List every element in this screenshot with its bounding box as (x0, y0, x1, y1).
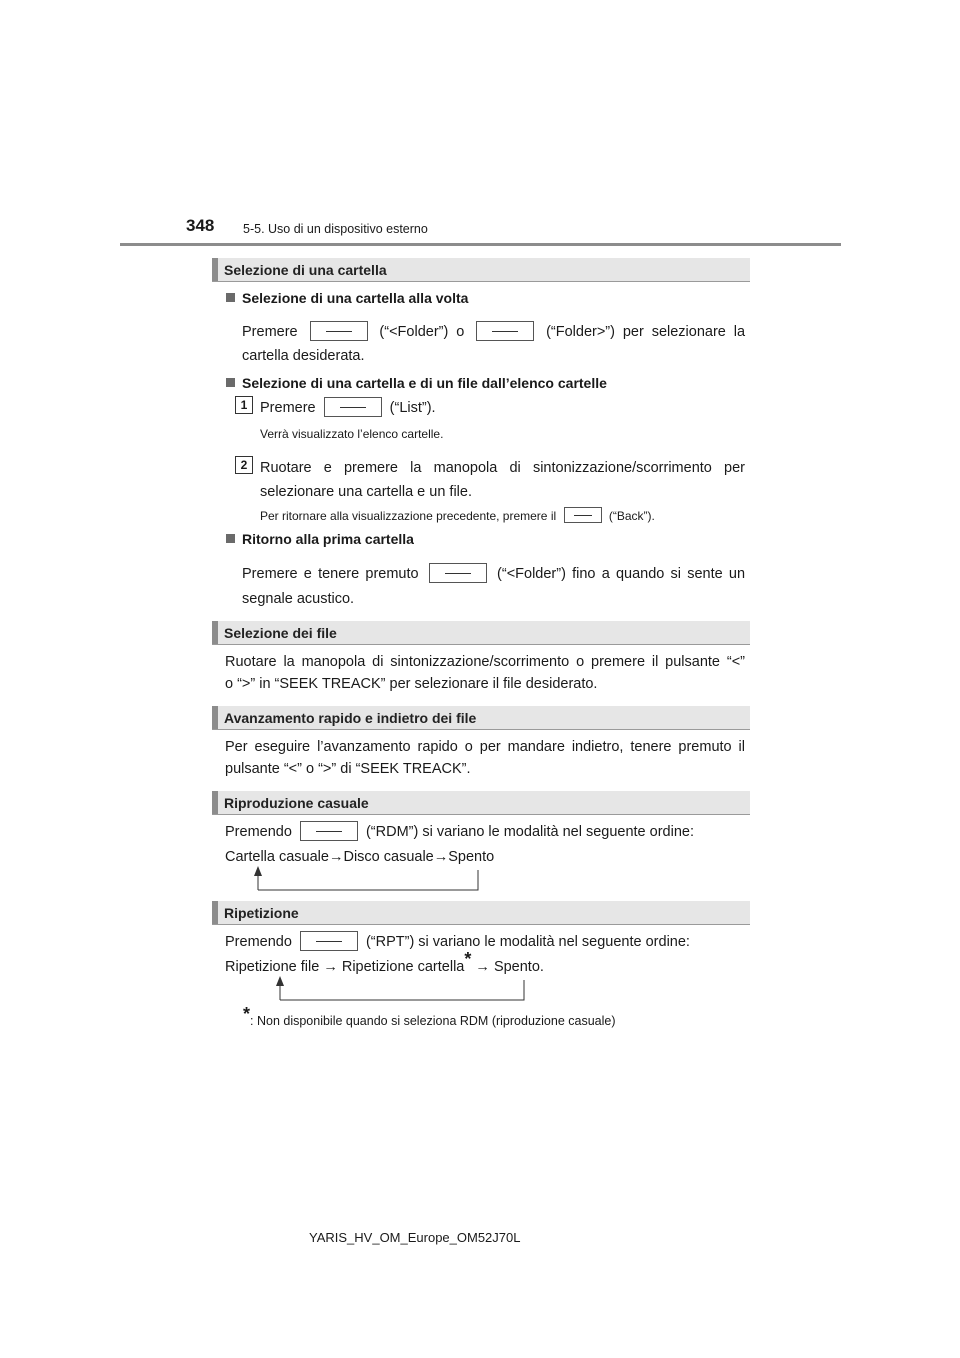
footnote-asterisk: * (243, 1004, 251, 1024)
heading-bar (212, 791, 218, 814)
footnote (243, 1004, 616, 1029)
document-code: YARIS_HV_OM_Europe_OM52J70L (309, 1230, 521, 1245)
heading-text: Ripetizione (224, 905, 299, 921)
text: Premere (242, 324, 298, 340)
step1-text (260, 396, 436, 420)
folder-instruction-line2: cartella desiderata. (242, 348, 365, 364)
fast-line2: pulsante “<” o “>” di “SEEK TREACK”. (225, 761, 471, 777)
text: Premendo (225, 934, 292, 950)
step1-note: Verrà visualizzato l’elenco cartelle. (260, 427, 444, 441)
text: (“List”). (389, 400, 436, 416)
back-key-icon (564, 507, 602, 523)
step-number-1: 1 (235, 396, 253, 414)
heading-text: Riproduzione casuale (224, 795, 369, 811)
square-bullet-icon (226, 534, 235, 543)
cycle-return-arrow-icon (272, 974, 532, 1004)
heading-text: Selezione dei file (224, 625, 337, 641)
subheading-text: Selezione di una cartella e di un file dall’elenco cartelle (242, 375, 607, 391)
section-heading-folder (212, 258, 750, 282)
first-folder-line1 (242, 562, 745, 586)
rdm-key-icon (300, 821, 358, 841)
folder-next-key-icon (476, 321, 534, 341)
text: (“<Folder”) fino a quando si sente un (497, 566, 746, 582)
section-heading-files (212, 621, 750, 645)
first-folder-line2: segnale acustico. (242, 591, 355, 607)
heading-bar (212, 706, 218, 729)
heading-bar (212, 258, 218, 281)
cycle-return-arrow-icon (250, 864, 490, 894)
random-line1 (225, 820, 694, 844)
text: Premere e tenere premuto (242, 566, 419, 582)
subheading-folder-list (226, 375, 607, 391)
text: (“Back”). (608, 509, 655, 523)
asterisk-mark: * (464, 949, 472, 970)
subheading-text: Ritorno alla prima cartella (242, 531, 414, 547)
step2-line1: Ruotare e premere la manopola di sintonizzazione/scorrimento per (260, 460, 745, 476)
step2-line2: selezionare una cartella e un file. (260, 484, 472, 500)
subheading-first-folder (226, 531, 414, 547)
text: (“<Folder”) o (379, 324, 465, 340)
heading-bar (212, 621, 218, 644)
heading-text: Selezione di una cartella (224, 262, 387, 278)
files-line1: Ruotare la manopola di sintonizzazione/scorrimento o premere il pulsante “<” (225, 654, 745, 670)
section-heading-fast (212, 706, 750, 730)
text: Ripetizione file → Ripetizione cartella (225, 959, 465, 975)
section-heading-repeat (212, 901, 750, 925)
section-heading-random (212, 791, 750, 815)
heading-text: Avanzamento rapido e indietro dei file (224, 710, 477, 726)
page-number: 348 (186, 216, 215, 235)
text: (“RDM”) si variano le modalità nel seguente ordine: (365, 824, 694, 840)
text: Per ritornare alla visualizzazione precedente, premere il (260, 509, 557, 523)
subheading-folder-one (226, 290, 468, 306)
fast-line1: Per eseguire l’avanzamento rapido o per mandare indietro, tenere premuto il (225, 739, 745, 755)
folder-prev-key-icon (429, 563, 487, 583)
repeat-line1 (225, 930, 690, 954)
square-bullet-icon (226, 293, 235, 302)
text: (“Folder>”) per selezionare la (546, 324, 746, 340)
folder-prev-key-icon (310, 321, 368, 341)
step-number-2: 2 (235, 456, 253, 474)
section-label: 5-5. Uso di un dispositivo esterno (243, 222, 428, 236)
square-bullet-icon (226, 378, 235, 387)
text: (“RPT”) si variano le modalità nel seguente ordine: (365, 934, 690, 950)
rpt-key-icon (300, 931, 358, 951)
text: → Spento. (471, 959, 544, 975)
list-key-icon (324, 397, 382, 417)
heading-bar (212, 901, 218, 924)
step2-note (260, 507, 655, 523)
random-sequence: Cartella casuale→Disco casuale→Spento (225, 849, 495, 865)
header-rule (120, 243, 841, 246)
folder-instruction-line1 (242, 320, 745, 344)
subheading-text: Selezione di una cartella alla volta (242, 290, 469, 306)
text: Premendo (225, 824, 292, 840)
text: Premere (260, 400, 316, 416)
footnote-text: : Non disponibile quando si seleziona RDM (riproduzione casuale) (250, 1014, 616, 1029)
files-line2: o “>” in “SEEK TREACK” per selezionare il file desiderato. (225, 676, 598, 692)
